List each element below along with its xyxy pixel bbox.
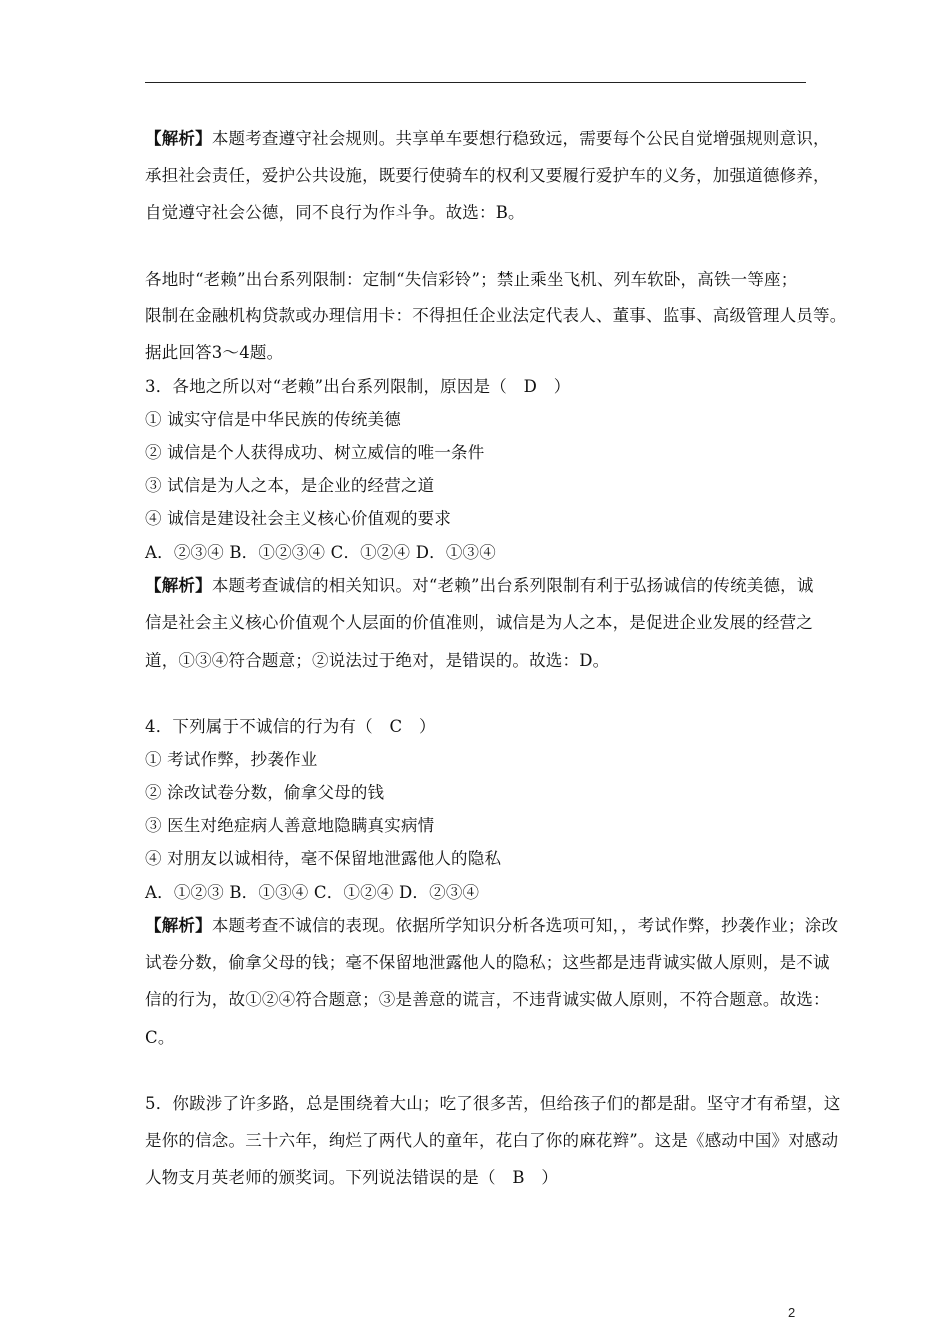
choices-line: A．①②③ B．①③④ C．①②④ D．②③④ bbox=[145, 883, 480, 902]
question-3: 3．各地之所以对“老赖”出台系列限制，原因是（ D ） bbox=[145, 377, 571, 396]
analysis-line: 【解析】本题考查遵守社会规则。共享单车要想行稳致远，需要每个公民自觉增强规则意识， bbox=[145, 129, 830, 148]
text-line: 自觉遵守社会公德，同不良行为作斗争。故选：B。 bbox=[145, 203, 525, 222]
option-line: ④ 诚信是建设社会主义核心价值观的要求 bbox=[145, 509, 452, 528]
option-line: ③ 医生对绝症病人善意地隐瞒真实病情 bbox=[145, 816, 435, 835]
option-line: ④ 对朋友以诚相待，毫不保留地泄露他人的隐私 bbox=[145, 849, 502, 868]
passage-line: 各地时“老赖”出台系列限制：定制“失信彩铃”；禁止乘坐飞机、列车软卧，高铁一等座； bbox=[145, 270, 798, 289]
text-line: 道，①③④符合题意；②说法过于绝对，是错误的。故选：D。 bbox=[145, 651, 610, 670]
header-rule bbox=[145, 82, 806, 83]
analysis-tag: 【解析】 bbox=[145, 916, 212, 935]
question-5: 5．你跋涉了许多路，总是围绕着大山；吃了很多苦，但给孩子们的都是甜。坚守才有希望，这 bbox=[145, 1094, 841, 1113]
analysis-tag: 【解析】 bbox=[145, 129, 212, 148]
text-line: 是你的信念。三十六年，绚烂了两代人的童年，花白了你的麻花辫”。这是《感动中国》对感动 bbox=[145, 1131, 839, 1150]
text-line: 信是社会主义核心价值观个人层面的价值准则，诚信是为人之本，是促进企业发展的经营之 bbox=[145, 613, 813, 632]
analysis-line: 【解析】本题考查诚信的相关知识。对“老赖”出台系列限制有利于弘扬诚信的传统美德，诚 bbox=[145, 576, 814, 595]
text-line: 信的行为，故①②④符合题意；③是善意的谎言，不违背诚实做人原则，不符合题意。故选： bbox=[145, 990, 830, 1009]
analysis-tag: 【解析】 bbox=[145, 576, 212, 595]
option-line: ③ 试信是为人之本，是企业的经营之道 bbox=[145, 476, 435, 495]
text-line: 人物支月英老师的颁奖词。下列说法错误的是（ B ） bbox=[145, 1168, 559, 1187]
option-line: ① 考试作弊，抄袭作业 bbox=[145, 750, 318, 769]
analysis-line: 【解析】本题考查不诚信的表现。依据所学知识分析各选项可知，，考试作弊，抄袭作业；涂改 bbox=[145, 916, 839, 935]
passage-line: 据此回答3～4题。 bbox=[145, 343, 284, 362]
passage-line: 限制在金融机构贷款或办理信用卡：不得担任企业法定代表人、董事、监事、高级管理人员等。 bbox=[145, 306, 847, 325]
text-line: C。 bbox=[145, 1028, 175, 1047]
option-line: ② 诚信是个人获得成功、树立威信的唯一条件 bbox=[145, 443, 485, 462]
option-line: ② 涂改试卷分数，偷拿父母的钱 bbox=[145, 783, 385, 802]
text-line: 承担社会责任，爱护公共设施，既要行使骑车的权利又要履行爱护车的义务，加强道德修养， bbox=[145, 166, 830, 185]
page-number: 2 bbox=[788, 1305, 796, 1320]
option-line: ① 诚实守信是中华民族的传统美德 bbox=[145, 410, 401, 429]
choices-line: A．②③④ B．①②③④ C．①②④ D．①③④ bbox=[145, 543, 496, 562]
text-line: 试卷分数，偷拿父母的钱；毫不保留地泄露他人的隐私；这些都是违背诚实做人原则，是不诚 bbox=[145, 953, 830, 972]
question-4: 4．下列属于不诚信的行为有（ C ） bbox=[145, 717, 436, 736]
